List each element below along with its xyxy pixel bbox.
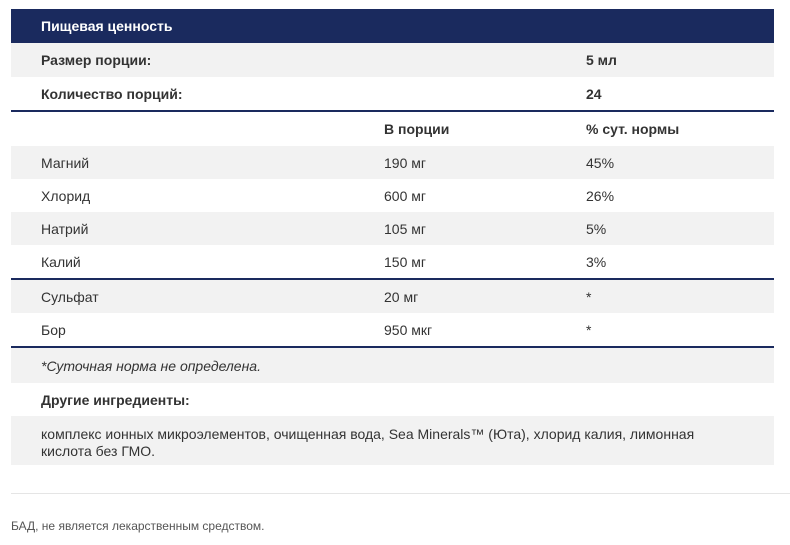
column-daily-value: % сут. нормы <box>586 121 680 137</box>
nutrient-dv: 45% <box>586 154 615 171</box>
column-per-serving: В порции <box>384 121 450 137</box>
nutrient-name: Натрий <box>41 220 89 237</box>
nutrient-amount: 950 мкг <box>384 321 433 338</box>
nutrient-name: Сульфат <box>41 288 99 305</box>
nutrient-name: Калий <box>41 253 81 270</box>
divider <box>11 493 790 494</box>
nutrient-name: Магний <box>41 154 90 171</box>
nutrient-amount: 600 мг <box>384 187 426 204</box>
serving-size-row <box>11 43 774 77</box>
serving-size-label: Размер порции: <box>41 52 152 68</box>
table-row <box>11 313 774 346</box>
table-row <box>11 146 774 179</box>
serving-size-value: 5 мл <box>586 52 617 68</box>
table-title: Пищевая ценность <box>11 9 774 43</box>
servings-count-row <box>11 77 774 110</box>
nutrient-dv: 5% <box>586 220 607 237</box>
servings-count-value: 24 <box>586 85 602 102</box>
table-row <box>11 212 774 245</box>
nutrient-name: Хлорид <box>41 187 91 204</box>
nutrient-amount: 190 мг <box>384 154 426 171</box>
nutrient-name: Бор <box>41 321 66 338</box>
ingredients-label-row <box>11 383 774 416</box>
nutrient-amount: 150 мг <box>384 253 426 270</box>
footnote-row <box>11 348 774 383</box>
table-row <box>11 280 774 313</box>
nutrient-dv: 3% <box>586 253 607 270</box>
ingredients-text: комплекс ионных микроэлементов, очищенная вода, Sea Minerals™ (Юта), хлорид калия, лимонная кислота без ГМО. <box>11 416 774 465</box>
nutrient-dv: * <box>586 288 592 305</box>
nutrition-facts-table <box>11 9 774 465</box>
table-row <box>11 245 774 278</box>
ingredients-label: Другие ингредиенты: <box>41 391 190 408</box>
footnote: *Суточная норма не определена. <box>41 357 261 374</box>
table-row <box>11 179 774 212</box>
nutrient-amount: 20 мг <box>384 288 419 305</box>
nutrient-amount: 105 мг <box>384 220 426 237</box>
nutrient-dv: 26% <box>586 187 615 204</box>
nutrient-dv: * <box>586 321 592 338</box>
servings-count-label: Количество порций: <box>41 85 183 102</box>
column-header-row <box>11 112 774 146</box>
disclaimer: БАД, не является лекарственным средством. <box>11 519 265 533</box>
